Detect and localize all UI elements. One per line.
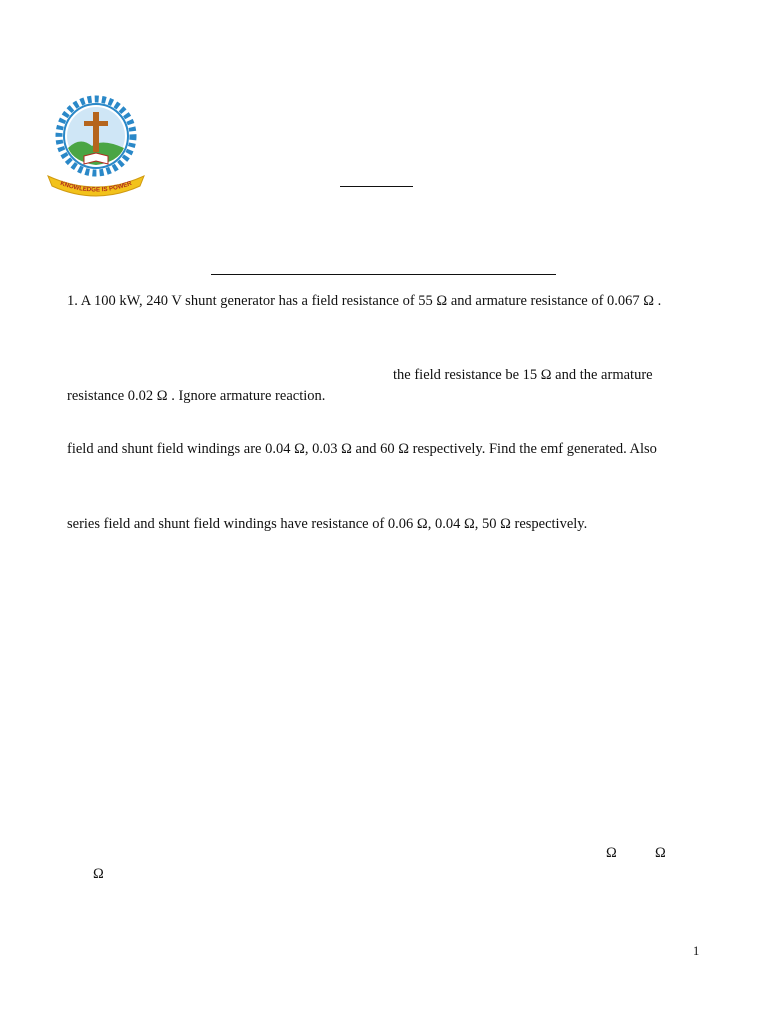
title-underline-short: [340, 186, 413, 187]
page-number: 1: [693, 944, 700, 958]
omega-symbol-3: Ω: [93, 866, 104, 882]
question-1-text: 1. A 100 kW, 240 V shunt generator has a field resistance of 55 Ω and armature resistance of 0.067 Ω .: [67, 293, 662, 309]
omega-symbol-1: Ω: [606, 845, 617, 861]
question-line-5: series field and shunt field windings have resistance of 0.06 Ω, 0.04 Ω, 50 Ω respectively.: [67, 516, 588, 532]
question-line-4: field and shunt field windings are 0.04 Ω, 0.03 Ω and 60 Ω respectively. Find the emf generated. Also: [67, 441, 657, 457]
question-line-3: resistance 0.02 Ω . Ignore armature reaction.: [67, 388, 326, 404]
title-underline-long: [211, 274, 556, 275]
college-logo: [44, 92, 148, 202]
question-line-2: the field resistance be 15 Ω and the armature: [393, 367, 653, 383]
omega-symbol-2: Ω: [655, 845, 666, 861]
motto-text: KNOWLEDGE IS POWER: [59, 179, 133, 194]
